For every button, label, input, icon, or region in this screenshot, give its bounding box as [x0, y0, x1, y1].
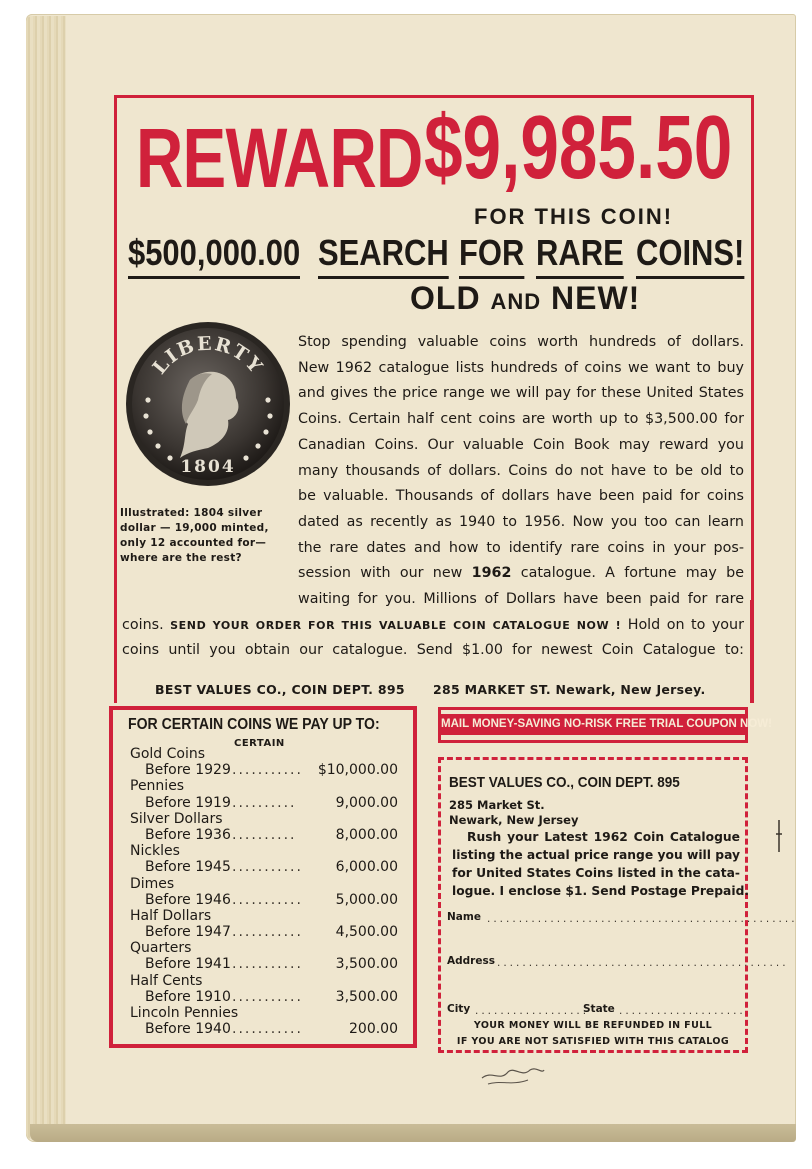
coupon-name-field[interactable]: [447, 911, 798, 925]
coupon-text-line: listing the actual price range you will pay: [452, 848, 741, 862]
closing-line: coins until you obtain our catalogue. Send $1.00 for newest Coin Catalogue to:: [122, 642, 744, 658]
order-line-start: coins.: [122, 617, 164, 633]
refund-notice-2: IF YOU ARE NOT SATISFIED WITH THIS CATALOG: [456, 1036, 730, 1047]
price-category: Pennies: [130, 778, 185, 795]
coupon-text-line: Rush your Latest 1962 Coin Catalogue: [467, 830, 740, 844]
body-line: Stop spending valuable coins worth hundreds of dollars.: [298, 334, 744, 350]
price-before: Before 1947: [145, 924, 231, 941]
body-line: New 1962 catalogue lists hundreds of coins we want to buy: [298, 359, 744, 376]
ad-border-right-end: [750, 600, 753, 703]
margin-tick-mark: [776, 820, 782, 852]
and-word: AND: [490, 289, 542, 314]
coupon-city: Newark, New Jersey: [449, 813, 579, 827]
price-category: Lincoln Pennies: [130, 1005, 239, 1021]
bottom-page-edge: [30, 1124, 796, 1142]
price-leader-dots: ..........: [232, 826, 297, 843]
order-line-end: Hold on to your: [627, 617, 744, 633]
price-category: Quarters: [130, 940, 192, 957]
price-leader-dots: ...........: [232, 1021, 303, 1038]
address-fill-line[interactable]: ..............................................: [497, 957, 789, 969]
old-and-new: [410, 280, 640, 317]
reward-heading: REWARD: [136, 111, 423, 205]
price-value: 9,000.00: [335, 794, 398, 811]
price-value: 4,500.00: [335, 924, 398, 941]
price-row: [130, 989, 402, 1005]
price-row: [130, 762, 402, 778]
body-line-with-year: [298, 561, 744, 587]
refund-notice-1: YOUR MONEY WILL BE REFUNDED IN FULL: [473, 1020, 713, 1031]
price-row: [130, 859, 402, 875]
price-value: $10,000.00: [317, 762, 398, 779]
search-word-search: SEARCH: [318, 232, 449, 279]
price-category: Dimes: [130, 875, 175, 892]
price-category: Silver Dollars: [130, 810, 223, 827]
search-word-for: FOR: [459, 232, 524, 279]
price-row: [130, 892, 402, 908]
body-line: and gives the price range we will pay for these United States: [298, 385, 744, 402]
old-word: OLD: [410, 280, 481, 316]
body-line-part: session with our new: [298, 565, 463, 582]
price-value: 6,000.00: [335, 859, 398, 876]
price-before: Before 1910: [145, 988, 231, 1005]
coupon-city-state-field[interactable]: [447, 1003, 746, 1017]
body-line: the rare dates and how to identify rare coins in your pos-: [298, 539, 744, 556]
price-row: [130, 795, 402, 811]
body-line: dated as recently as 1940 to 1956. Now you too can learn: [298, 513, 744, 530]
body-bold-year: 1962: [471, 565, 512, 582]
coin-year: 1804: [180, 457, 236, 477]
state-fill-line[interactable]: ....................: [619, 1005, 746, 1017]
name-fill-line[interactable]: .................................................: [487, 913, 798, 925]
ad-body-text: [298, 330, 744, 613]
reward-amount: $9,985.50: [424, 98, 733, 198]
price-row: [130, 956, 402, 972]
price-leader-dots: ...........: [232, 988, 303, 1005]
body-line: Coins. Certain half cent coins are worth up to $3,500.00 for: [298, 411, 744, 428]
price-value: 5,000.00: [335, 891, 398, 908]
price-before: Before 1940: [145, 1021, 231, 1038]
price-category: Half Cents: [130, 972, 203, 989]
coupon-text: [452, 828, 750, 900]
price-leader-dots: ...........: [232, 956, 303, 973]
body-line: many thousands of dollars. Coins do not have to be old to: [298, 462, 744, 479]
price-value: 8,000.00: [335, 826, 398, 843]
coupon-text-line: for United States Coins listed in the cata-: [452, 866, 740, 880]
price-before: Before 1945: [145, 859, 231, 876]
spine-edge: [26, 16, 66, 1140]
search-word-rare: RARE: [536, 232, 624, 279]
price-list-certain: CERTAIN: [234, 738, 285, 749]
price-value: 200.00: [349, 1021, 398, 1038]
price-row: [130, 827, 402, 843]
coin-caption: Illustrated: 1804 silver dollar — 19,000 minted, only 12 accounted for— where are the rest?: [120, 507, 269, 564]
price-before: Before 1946: [145, 891, 231, 908]
new-word: NEW!: [551, 280, 641, 316]
company-address: [155, 682, 715, 697]
coupon-banner: MAIL MONEY-SAVING NO-RISK FREE TRIAL COUPON NOW!: [441, 714, 745, 735]
body-line: be valuable. Thousands of dollars have been paid for coins: [298, 488, 744, 505]
price-leader-dots: ..........: [232, 794, 297, 811]
for-this-coin: FOR THIS COIN!: [474, 204, 674, 229]
price-list-title: FOR CERTAIN COINS WE PAY UP TO:: [128, 716, 380, 733]
coin-legend-text: LIBERTY: [148, 332, 268, 379]
coupon-name-label: Name: [447, 911, 481, 923]
search-word-amount: $500,000.00: [128, 232, 300, 279]
company-address-left: BEST VALUES CO., COIN DEPT. 895: [155, 682, 405, 697]
coupon-address-field[interactable]: [447, 955, 789, 969]
search-headline: [128, 232, 745, 278]
price-list: [130, 746, 402, 1037]
price-leader-dots: ...........: [232, 891, 303, 908]
price-leader-dots: ...........: [232, 859, 303, 876]
body-line: waiting for you. Millions of Dollars have been paid for rare: [298, 591, 744, 608]
price-before: Before 1919: [145, 794, 231, 811]
price-value: 3,500.00: [335, 988, 398, 1005]
price-leader-dots: ...........: [232, 924, 303, 941]
silver-dollar-coin-image: [124, 320, 292, 488]
order-line: [122, 617, 744, 633]
price-category: Gold Coins: [130, 746, 206, 762]
coupon-city-label: City: [447, 1003, 471, 1015]
price-leader-dots: ...........: [232, 762, 303, 779]
pencil-scribble: [478, 1056, 548, 1088]
price-row: [130, 1021, 402, 1037]
city-fill-line[interactable]: ..................: [475, 1005, 590, 1017]
price-row: [130, 924, 402, 940]
coupon-text-line: logue. I enclose $1. Send Postage Prepaid.: [452, 884, 750, 898]
price-value: 3,500.00: [335, 956, 398, 973]
price-category: Nickles: [130, 843, 180, 860]
coupon-street: 285 Market St.: [449, 798, 545, 812]
order-line-caps: SEND YOUR ORDER FOR THIS VALUABLE COIN CATALOGUE NOW !: [170, 619, 622, 632]
coupon-state-label: State: [583, 1003, 615, 1015]
coupon-address-label: Address: [447, 955, 495, 967]
price-before: Before 1929: [145, 762, 231, 779]
price-category: Half Dollars: [130, 907, 212, 924]
coupon-title: BEST VALUES CO., COIN DEPT. 895: [449, 774, 680, 791]
price-before: Before 1941: [145, 956, 231, 973]
company-address-right: 285 MARKET ST. Newark, New Jersey.: [433, 682, 706, 697]
search-word-coins: COINS!: [636, 232, 744, 279]
body-line: Canadian Coins. Our valuable Coin Book may reward you: [298, 436, 744, 453]
price-before: Before 1936: [145, 826, 231, 843]
body-line-part: catalogue. A fortune may be: [520, 565, 744, 582]
